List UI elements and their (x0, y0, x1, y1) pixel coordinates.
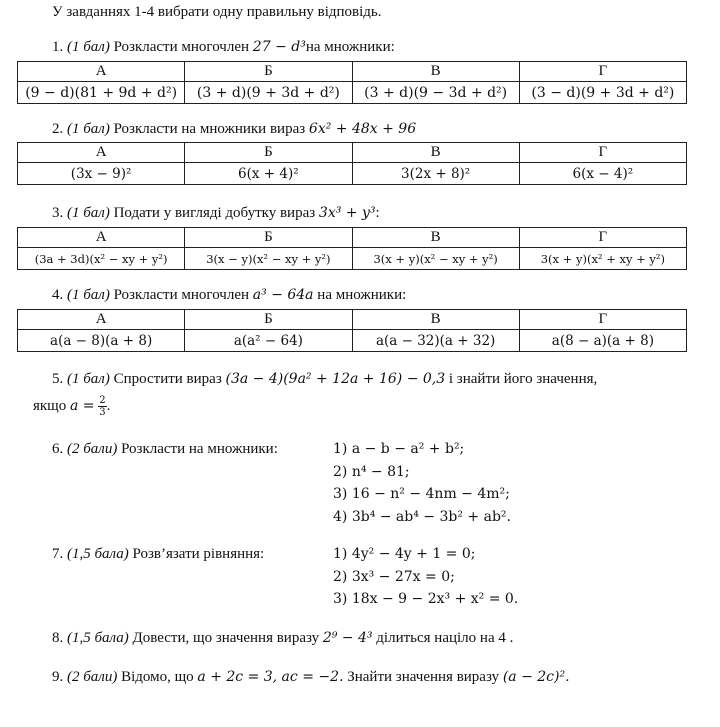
task-text: Розкласти на множники вираз (113, 121, 306, 137)
task-text-after: на множники: (305, 39, 395, 55)
task-points: (1 бал) (67, 371, 110, 387)
task-3-heading (52, 205, 380, 222)
task-number: 8. (52, 630, 64, 646)
task-expression: 6x² + 48x + 96 (308, 121, 417, 137)
task-number: 9. (52, 669, 64, 685)
task-points: (2 бали) (67, 441, 118, 457)
task-4-answer-table (17, 309, 687, 352)
fraction (98, 395, 106, 418)
task-points: (1,5 бала) (67, 630, 129, 646)
task-number: 6. (52, 441, 64, 457)
task-text: Довести, що значення виразу (132, 630, 320, 646)
task-text-after: на множники: (317, 287, 407, 303)
task-number: 5. (52, 371, 64, 387)
task-text: Подати у вигляді добутку вираз (113, 205, 316, 221)
column-header: Г (519, 62, 686, 82)
answer-option: a(8 − a)(a + 8) (519, 330, 686, 352)
task-2-heading (52, 121, 416, 138)
task-expression: (3a − 4)(9a² + 12a + 16) − 0,3 (225, 371, 446, 387)
task-4-heading (52, 287, 406, 304)
column-header: Б (185, 228, 352, 248)
column-header: Г (519, 228, 686, 248)
answer-option: 3(x + y)(x² + xy + y²) (519, 248, 686, 270)
fraction-numerator: 2 (99, 395, 106, 406)
list-item: 3) 18x − 9 − 2x³ + x² = 0. (333, 591, 519, 607)
column-header: Б (185, 62, 352, 82)
task-expression: 2⁹ − 4³ (322, 630, 373, 646)
task-expression: a³ − 64a (252, 287, 314, 303)
task-points: (2 бали) (67, 669, 118, 685)
task-text: Розв’язати рівняння: (132, 546, 265, 562)
list-item: 3) 16 − n² − 4nm − 4m²; (333, 486, 510, 502)
instructions: У завданнях 1-4 вибрати одну правильну відповідь. (52, 4, 382, 20)
list-item: 2) n⁴ − 81; (333, 463, 410, 480)
task-text: Розкласти многочлен (113, 287, 250, 303)
task-6-items (333, 438, 511, 528)
column-header: Г (519, 143, 686, 163)
column-header: В (352, 228, 519, 248)
column-header: А (18, 310, 185, 330)
task-text: якщо (33, 397, 67, 414)
list-item: 4) 3b⁴ − ab⁴ − 3b² + ab². (333, 508, 511, 525)
task-text-after: . (106, 397, 111, 414)
answer-option: (3a + 3d)(x² − xy + y²) (18, 248, 185, 270)
column-header: Г (519, 310, 686, 330)
answer-option: 3(2x + 8)² (352, 163, 519, 185)
answer-option: (3 − d)(9 + 3d + d²) (519, 82, 686, 104)
column-header: Б (185, 143, 352, 163)
task-5-condition (33, 395, 110, 418)
task-points: (1 бал) (67, 287, 110, 303)
task-points: (1,5 бала) (67, 546, 129, 562)
task-number: 2. (52, 121, 64, 137)
list-item: 1) a − b − a² + b²; (333, 441, 465, 457)
answer-option: a(a − 32)(a + 32) (352, 330, 519, 352)
answer-option: a(a − 8)(a + 8) (18, 330, 185, 352)
answer-option: 3(x − y)(x² − xy + y²) (185, 248, 352, 270)
task-text: Розкласти многочлен (113, 39, 250, 55)
task-expression: 27 − d³ (252, 39, 306, 55)
task-points: (1 бал) (67, 39, 110, 55)
column-header: Б (185, 310, 352, 330)
task-text-after: і знайти його значення, (448, 371, 598, 387)
task-9-heading (52, 669, 570, 686)
task-7-items (333, 543, 518, 611)
fraction-denominator: 3 (99, 407, 106, 418)
answer-option: 6(x − 4)² (519, 163, 686, 185)
column-header: А (18, 143, 185, 163)
task-5-heading (52, 371, 597, 388)
task-number: 1. (52, 39, 64, 55)
task-text-after: ділиться націло на 4 . (376, 630, 514, 646)
task-number: 4. (52, 287, 64, 303)
task-text-after: Знайти значення виразу (347, 669, 500, 685)
answer-option: (3 + d)(9 − 3d + d²) (352, 82, 519, 104)
task-text-after: : (375, 205, 380, 221)
column-header: В (352, 143, 519, 163)
task-7-heading (52, 546, 264, 563)
task-expression: 3x³ + y³ (318, 205, 376, 221)
column-header: В (352, 62, 519, 82)
column-header: В (352, 310, 519, 330)
answer-option: (3 + d)(9 + 3d + d²) (185, 82, 352, 104)
task-1-answer-table (17, 61, 687, 104)
task-6-heading (52, 441, 278, 458)
task-3-answer-table (17, 227, 687, 270)
column-header: А (18, 228, 185, 248)
answer-option: 6(x + 4)² (185, 163, 352, 185)
list-item: 1) 4y² − 4y + 1 = 0; (333, 546, 476, 562)
task-1-heading (52, 39, 395, 56)
task-points: (1 бал) (67, 121, 110, 137)
task-number: 3. (52, 205, 64, 221)
task-8-heading (52, 630, 513, 647)
task-points: (1 бал) (67, 205, 110, 221)
task-text: Розкласти на множники: (121, 441, 278, 457)
answer-option: 3(x + y)(x² − xy + y²) (352, 248, 519, 270)
task-text: Відомо, що (121, 669, 194, 685)
answer-option: (3x − 9)² (18, 163, 185, 185)
task-2-answer-table (17, 142, 687, 185)
answer-option: a(a² − 64) (185, 330, 352, 352)
task-expression: a + 2c = 3, ac = −2. (197, 669, 344, 685)
task-number: 7. (52, 546, 64, 562)
answer-option: (9 − d)(81 + 9d + d²) (18, 82, 185, 104)
task-text: Спростити вираз (113, 371, 222, 387)
task-expression-2: (a − 2c)². (502, 669, 570, 685)
task-expression: a = (70, 397, 95, 414)
list-item: 2) 3x³ − 27x = 0; (333, 568, 455, 585)
column-header: А (18, 62, 185, 82)
